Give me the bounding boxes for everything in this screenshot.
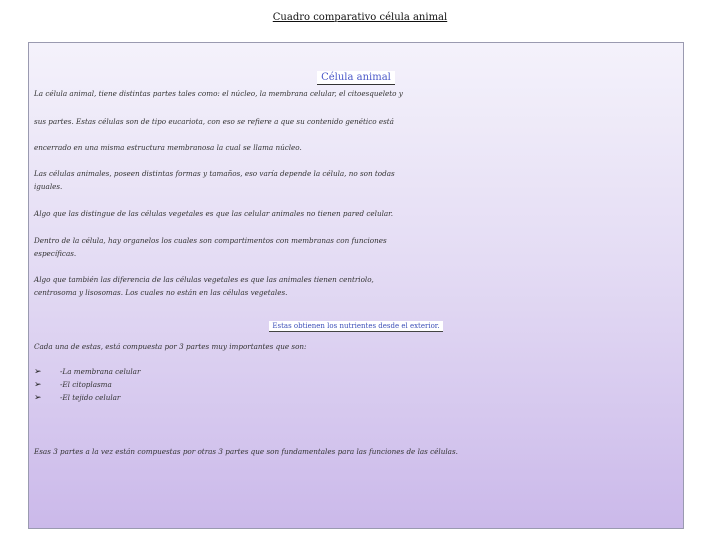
arrow-bullet-icon: ➢ — [34, 392, 42, 403]
highlight-note — [29, 313, 683, 332]
paragraph-line: específicas. — [34, 249, 77, 258]
paragraph-line: Algo que las distingue de las células vegetales es que las celular animales no tienen pared celular. — [34, 209, 394, 218]
arrow-bullet-icon: ➢ — [34, 366, 42, 377]
list-item: ➢ -El tejido celular — [34, 392, 121, 403]
list-item: ➢ -El citoplasma — [34, 379, 112, 390]
list-item: ➢ -La membrana celular — [34, 366, 141, 377]
panel-heading-text: Célula animal — [317, 71, 395, 85]
paragraph-line: La célula animal, tiene distintas partes tales como: el núcleo, la membrana celular, el citoesqueleto y — [34, 89, 403, 98]
content-panel — [28, 42, 684, 529]
paragraph-line: Algo que también las diferencia de las células vegetales es que las animales tienen centriolo, — [34, 275, 374, 284]
closing-paragraph: Esas 3 partes a la vez están compuestas por otras 3 partes que son fundamentales para las funciones de las células. — [34, 447, 458, 456]
panel-heading — [29, 65, 683, 85]
paragraph-line: Dentro de la célula, hay organelos los cuales son compartimentos con membranas con funciones — [34, 236, 387, 245]
paragraph-line: encerrado en una misma estructura membranosa la cual se llama núcleo. — [34, 143, 302, 152]
bullet-list — [34, 365, 140, 404]
page-title: Cuadro comparativo célula animal — [272, 12, 448, 23]
arrow-bullet-icon: ➢ — [34, 379, 42, 390]
paragraph-line: Las células animales, poseen distintas formas y tamaños, eso varía depende la célula, no son todas — [34, 169, 395, 178]
paragraph-line: centrosoma y lisosomas. Los cuales no están en las células vegetales. — [34, 288, 288, 297]
paragraph-line: sus partes. Estas células son de tipo eucariota, con eso se refiere a que su contenido genético está — [34, 117, 394, 126]
list-intro: Cada una de estas, está compuesta por 3 partes muy importantes que son: — [34, 342, 307, 351]
highlight-note-text: Estas obtienen los nutrientes desde el exterior. — [269, 321, 442, 332]
paragraph-line: iguales. — [34, 182, 63, 191]
